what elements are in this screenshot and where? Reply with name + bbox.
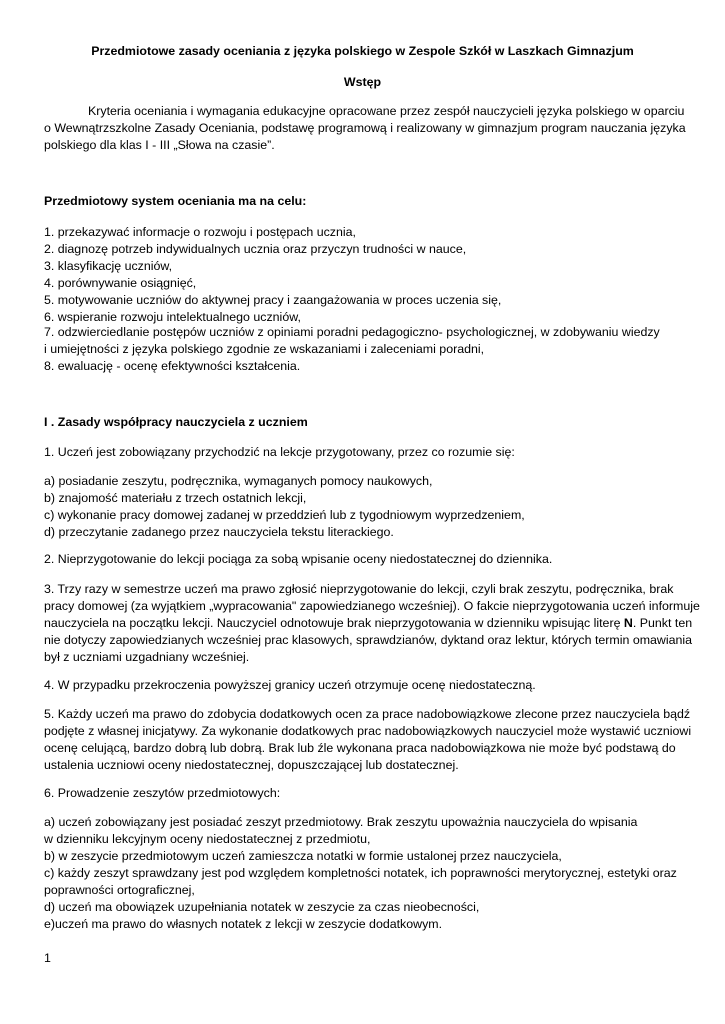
rule3-line: nie dotyczy zapowiedzianych wcześniej prac klasowych, sprawdzianów, dyktand oraz lektur, których termin omawiania (44, 633, 693, 647)
rule6-item: c) każdy zeszyt sprawdzany jest pod względem kompletności notatek, ich poprawności merytorycznej, estetyki oraz (44, 866, 677, 880)
rule3-line (44, 615, 692, 632)
rule3-line: 3. Trzy razy w semestrze uczeń ma prawo zgłosić nieprzygotowanie do lekcji, czyli brak zeszytu, podręcznika, brak (44, 582, 674, 596)
rule6-item: e)uczeń ma prawo do własnych notatek z lekcji w zeszycie dodatkowym. (44, 917, 443, 931)
goal-item: 2. diagnozę potrzeb indywidualnych ucznia oraz przyczyn trudności w nauce, (44, 242, 467, 256)
rule2-text: 2. Nieprzygotowanie do lekcji pociąga za sobą wpisanie oceny niedostatecznej do dziennika. (44, 552, 553, 566)
rule5-line: ocenę celującą, bardzo dobrą lub dobrą. Brak lub źle wykonana praca nadobowiązkowa nie może być podstawą do (44, 741, 676, 755)
goal-item: 7. odzwierciedlanie postępów uczniów z opiniami poradni pedagogiczno- psychologicznej, w zdobywaniu wiedzy (44, 325, 660, 339)
rule1-item: c) wykonanie pracy domowej zadanej w przeddzień lub z tygodniowym wyprzedzeniem, (44, 508, 525, 522)
document-title: Przedmiotowe zasady oceniania z języka polskiego w Zespole Szkół w Laszkach Gimnazjum (91, 44, 634, 58)
rule3-text: . Punkt ten (632, 616, 693, 630)
rule5-line: podjęte z własnej inicjatywy. Za wykonanie dodatkowych prac nadobowiązkowych nauczyciel może wystawić uczniowi (44, 724, 692, 738)
rule1-item: d) przeczytanie zadanego przez nauczyciela tekstu literackiego. (44, 525, 394, 539)
rule1-item: a) posiadanie zeszytu, podręcznika, wymaganych pomocy naukowych, (44, 474, 433, 488)
rule6-intro: 6. Prowadzenie zeszytów przedmiotowych: (44, 786, 281, 800)
rule1-intro: 1. Uczeń jest zobowiązany przychodzić na lekcje przygotowany, przez co rozumie się: (44, 445, 515, 459)
rule1-item: b) znajomość materiału z trzech ostatnich lekcji, (44, 491, 307, 505)
goal-item: 5. motywowanie uczniów do aktywnej pracy i zaangażowania w proces uczenia się, (44, 293, 502, 307)
rule5-line: ustalenia uczniowi oceny niedostatecznej, dopuszczającej lub dostatecznej. (44, 758, 459, 772)
goals-heading: Przedmiotowy system oceniania ma na celu: (44, 194, 307, 208)
goal-item: 6. wspieranie rozwoju intelektualnego uczniów, (44, 310, 301, 324)
rule6-item: poprawności ortograficznej, (44, 883, 195, 897)
page-number: 1 (44, 951, 51, 965)
intro-line: o Wewnątrzszkolne Zasady Oceniania, podstawę programową i realizowany w gimnazjum program nauczania języka (44, 121, 686, 135)
rule3-line: był z uczniami uzgadniany wcześniej. (44, 650, 250, 664)
rule3-text: nauczyciela na początku lekcji. Nauczyciel odnotowuje brak nieprzygotowania w dzienniku wpisując literę (44, 616, 624, 630)
goal-item: 1. przekazywać informacje o rozwoju i postępach ucznia, (44, 225, 356, 239)
rule3-line: pracy domowej (za wyjątkiem „wypracowania" zapowiedzianego wcześniej). O fakcie nieprzygotowania uczeń informuje (44, 599, 700, 613)
intro-line: polskiego dla klas I - III „Słowa na czasie”. (44, 138, 275, 152)
rule4-text: 4. W przypadku przekroczenia powyższej granicy uczeń otrzymuje ocenę niedostateczną. (44, 678, 536, 692)
rule6-item: w dzienniku lekcyjnym oceny niedostatecznej z przedmiotu, (44, 832, 371, 846)
goal-item: i umiejętności z języka polskiego zgodnie ze wskazaniami i zaleceniami poradni, (44, 342, 485, 356)
section1-heading: I . Zasady współpracy nauczyciela z uczniem (44, 415, 308, 429)
rule6-item: b) w zeszycie przedmiotowym uczeń zamieszcza notatki w formie ustalonej przez nauczyciela, (44, 849, 562, 863)
rule3-letter-n: N (623, 616, 633, 630)
intro-line: Kryteria oceniania i wymagania edukacyjne opracowane przez zespół nauczycieli języka polskiego w oparciu (88, 104, 685, 118)
rule5-line: 5. Każdy uczeń ma prawo do zdobycia dodatkowych ocen za prace nadobowiązkowe zlecone przez nauczyciela bądź (44, 707, 691, 721)
goal-item: 4. porównywanie osiągnięć, (44, 276, 197, 290)
goal-item: 3. klasyfikację uczniów, (44, 259, 173, 273)
rule6-item: a) uczeń zobowiązany jest posiadać zeszyt przedmiotowy. Brak zeszytu upoważnia nauczyciela do wpisania (44, 815, 638, 829)
goal-item: 8. ewaluację - ocenę efektywności kształcenia. (44, 359, 301, 373)
rule6-item: d) uczeń ma obowiązek uzupełniania notatek w zeszycie za czas nieobecności, (44, 900, 480, 914)
intro-heading: Wstęp (343, 75, 382, 89)
